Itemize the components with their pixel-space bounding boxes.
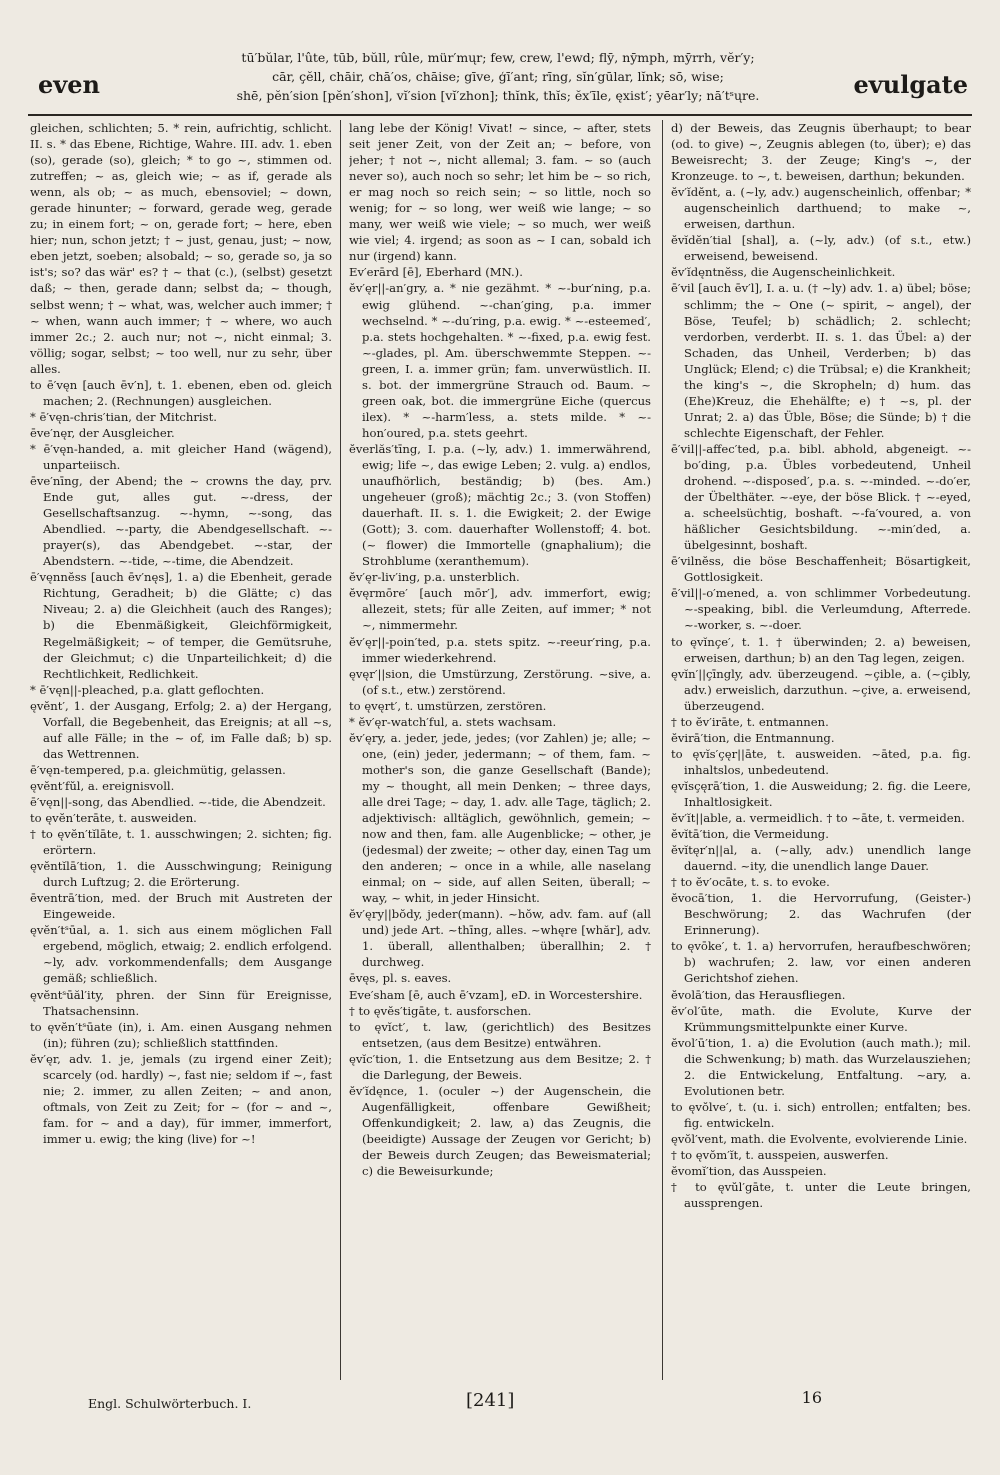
- dictionary-entry: * ē′vęn||-pleached, p.a. glatt geflochten.: [30, 682, 265, 697]
- dictionary-entry: ē′vilnĕss, die böse Beschaffenheit; Bösartigkeit, Gottlosigkeit.: [671, 554, 971, 585]
- dictionary-entry: ĕv′ol′ūte, math. die Evolute, Kurve der Krümmungsmittelpunkte einer Kurve.: [671, 1003, 971, 1034]
- dictionary-entry: ĕvolā′tion, das Herausfliegen.: [671, 987, 846, 1002]
- dictionary-entry: Eve′sham [ē, auch ē′vzam], eD. in Worcestershire.: [349, 987, 643, 1002]
- dictionary-entry: ĕvomĭ′tion, das Ausspeien.: [671, 1164, 827, 1179]
- dictionary-entry: ē′vil||-o′mened, a. von schlimmer Vorbedeutung. ~-speaking, bibl. die Verleumdung, Afterrede. ~-worker, s. ~-doer.: [671, 586, 971, 633]
- dictionary-entry: * ē′vęn-handed, a. mit gleicher Hand (wägend), unparteiisch.: [30, 441, 332, 472]
- dictionary-entry: ĕv′ĭt||able, a. vermeidlich. † to ~āte, t. vermeiden.: [671, 811, 965, 826]
- dictionary-entry: ĕvol′ū′tion, 1. a) die Evolution (auch math.); mil. die Schwenkung; b) math. das Wurzelausziehen; 2. die Entwickelung, Entfaltung. ~ary, a. Evolutionen betr.: [671, 1035, 971, 1098]
- dictionary-entry: Ev′erārd [ē], Eberhard (MN.).: [349, 265, 523, 280]
- dictionary-entry: † to ęvĕn′tĭlāte, t. 1. ausschwingen; 2. sichten; fig. erörtern.: [30, 827, 332, 858]
- dictionary-entry: ĕvirā′tion, die Entmannung.: [671, 730, 835, 745]
- dictionary-entry: ĕv′ĭdęntnĕss, die Augenscheinlichkeit.: [671, 265, 896, 280]
- dictionary-entry: to ē′vęn [auch ēv′n], t. 1. ebenen, eben od. gleich machen; 2. (Rechnungen) ausgleichen.: [30, 377, 332, 408]
- pronunciation-line: shē, pĕn′sion [pĕn′shon], vĭ′sion [vĭ′zhon]; thĭnk, thĭs; ĕx′īle, ęxist′; yēar′ly; nā′tˢųre.: [236, 88, 760, 103]
- page-footer: [28, 1388, 972, 1428]
- dictionary-entry: * ĕv′ęr-watch′ful, a. stets wachsam.: [349, 714, 557, 729]
- dictionary-entry: ĕv′ęr-liv′ing, p.a. unsterblich.: [349, 570, 520, 585]
- column-3: [671, 120, 971, 1378]
- dictionary-entry: † to ĕv′irāte, t. entmannen.: [671, 714, 829, 729]
- pronunciation-line: cār, çĕll, chāir, chā′os, chāise; gīve, ģī′ant; rīng, sĭn′gūlar, lĭnk; sō, wise;: [272, 69, 724, 84]
- dictionary-entry: to ęvĕn′tˢūate (in), i. Am. einen Ausgang nehmen (in); führen (zu); schließlich stattfinden.: [30, 1019, 332, 1050]
- column-divider: [662, 120, 663, 1380]
- signature-mark: 16: [801, 1388, 822, 1407]
- dictionary-entry: to ęvŏlve′, t. (u. i. sich) entrollen; entfalten; bes. fig. entwickeln.: [671, 1099, 971, 1130]
- dictionary-entry: d) der Beweis, das Zeugnis überhaupt; to bear (od. to give) ~, Zeugnis ablegen (to, über); e) das Beweisrecht; 3. der Zeuge; King's ~, der Kronzeuge. to ~, t. beweisen, darthun; bekunden.: [671, 121, 971, 184]
- dictionary-entry: ĕverlăs′tīng, I. p.a. (~ly, adv.) 1. immerwährend, ewig; life ~, das ewige Leben; 2. vulg. a) endlos, unaufhörlich, beständig; b) (bes. Am.) ungeheuer (groß); mächtig 2c.; 3. (von Stoffen) dauerhaft. II. s. 1. die Ewigkeit; 2. der Ewige (Gott); 3. com. dauerhafter Wollenstoff; 4. bot. (~ flower) die Immortelle (gnaphalium); die Strohblume (xeranthemum).: [349, 441, 651, 569]
- dictionary-entry: to ęvęrt′, t. umstürzen, zerstören.: [349, 698, 547, 713]
- dictionary-entry: † to ęvŏm′ĭt, t. ausspeien, auswerfen.: [671, 1148, 889, 1162]
- dictionary-entry: ęvęr′||sion, die Umstürzung, Zerstörung. ~sive, a. (of s.t., etw.) zerstörend.: [349, 666, 651, 697]
- column-2: [349, 120, 651, 1378]
- dictionary-entry: ēvęs, pl. s. eaves.: [349, 971, 452, 986]
- dictionary-entry: ēve′nęr, der Ausgleicher.: [30, 425, 175, 440]
- dictionary-entry: ĕv′ęry||bŏdy, jeder(mann). ~hŏw, adv. fam. auf (all und) jede Art. ~thīng, alles. ~whęre [whăr], adv. 1. überall, allenthalben; überallhin; 2. † durchweg.: [349, 907, 651, 970]
- dictionary-entry: † to ęvĕs′tigāte, t. ausforschen.: [349, 1003, 532, 1018]
- dictionary-entry: ĕv′ęr||-an′gry, a. * nie gezähmt. * ~-bur′ning, p.a. ewig glühend. ~-chan′ging, p.a. immer wechselnd. * ~-du′ring, p.a. ewig. * ~-esteemed′, p.a. stets hochgehalten. * ~-fixed, p.a. ewig fest. ~-glades, pl. Am. überschwemmte Steppen. ~-green, I. a. immer grün; fam. unverwüstlich. II. s. bot. der immergrüne Strauch od. Baum. ~ green oak, bot. die immergrüne Eiche (quercus ilex). * ~-harm′less, a. stets milde. * ~-hon′oured, p.a. stets geehrt.: [349, 281, 651, 440]
- dictionary-entry: ęvĭn′||çīngly, adv. überzeugend. ~çible, a. (~çibly, adv.) erweislich, darzuthun. ~çive, a. erweisend, überzeugend.: [671, 666, 971, 713]
- footer-book-title: Engl. Schulwörterbuch. I.: [88, 1396, 252, 1411]
- dictionary-entry: ē′vil [auch ēv′l], I. a. u. († ~ly) adv. 1. a) übel; böse; schlimm; the ~ One (~ spirit, ~ angel), der Böse, Teufel; b) schädlich; 2. schlecht; verdorben, verderbt. II. s. 1. das Übel: a) der Schaden, das Unheil, Verderben; b) das Unglück; Elend; c) die Trübsal; e) die Krankheit; the king's ~, die Skropheln; d) hum. das (Ehe)Kreuz, die Ehehälfte; e) † ~s, pl. der Unrat; 2. a) das Üble, Böse; die Sünde; b) † die schlechte Eigenschaft, der Fehler.: [671, 281, 971, 440]
- dictionary-entry: ęvĕnt′, 1. der Ausgang, Erfolg; 2. a) der Hergang, Vorfall, die Begebenheit, das Ereignis; at all ~s, auf alle Fälle; in the ~ of, im Falle daß; b) sp. das Wettrennen.: [30, 698, 332, 761]
- dictionary-entry: to ęvĕn′terāte, t. ausweiden.: [30, 811, 197, 826]
- dictionary-entry: ē′vęn||-song, das Abendlied. ~-tide, die Abendzeit.: [30, 794, 326, 809]
- left-running-headword: even: [38, 70, 100, 99]
- column-1: [30, 120, 332, 1378]
- page-number: [241]: [466, 1390, 515, 1411]
- dictionary-entry: ēve′nīng, der Abend; the ~ crowns the day, prv. Ende gut, alles gut. ~-dress, der Gesellschaftsanzug. ~-hymn, ~-song, das Abendlied. ~-party, die Abendgesellschaft. ~-prayer(s), das Abendgebet. ~-star, der Abendstern. ~-tide, ~-time, die Abendzeit.: [30, 474, 332, 569]
- page-header: [28, 48, 972, 110]
- pronunciation-line: tū′bŭlar, l'ûte, tūb, bŭll, rûle, mür′mųr; few, crew, l'ewd; flȳ, nȳmph, mȳrrh, vĕr′y;: [241, 50, 755, 65]
- dictionary-entry: ĕv′ęr, adv. 1. je, jemals (zu irgend einer Zeit); scarcely (od. hardly) ~, fast nie; seldom if ~, fast nie; 2. immer, zu allen Zeiten; ~ and anon, oftmals, von Zeit zu Zeit; for ~ (for ~ and ~, fam. for ~ and a day), für immer, immerfort, immer u. ewig; the king (live) for ~!: [30, 1051, 332, 1146]
- dictionary-entry: ĕv′ęr||-poin′ted, p.a. stets spitz. ~-reeur′ring, p.a. immer wiederkehrend.: [349, 634, 651, 665]
- dictionary-entry: ęvĕntĭlā′tion, 1. die Ausschwingung; Reinigung durch Luftzug; 2. die Erörterung.: [30, 859, 332, 890]
- dictionary-entry: ęvĕn′tˢūal, a. 1. sich aus einem möglichen Fall ergebend, möglich, etwaig; 2. endlich erfolgend. ~ly, adv. vorkommendenfalls; dem Ausgange gemäß; schließlich.: [30, 923, 332, 986]
- dictionary-entry: ęvĭc′tion, 1. die Entsetzung aus dem Besitze; 2. † die Darlegung, der Beweis.: [349, 1051, 651, 1082]
- dictionary-entry: to ęvĭnçe′, t. 1. † überwinden; 2. a) beweisen, erweisen, darthun; b) an den Tag legen, zeigen.: [671, 634, 971, 665]
- right-running-headword: evulgate: [853, 70, 968, 99]
- dictionary-entry: ĕvocā′tion, 1. die Hervorrufung, (Geister-) Beschwörung; 2. das Wachrufen (der Erinnerung).: [671, 891, 971, 938]
- header-rule: [28, 114, 972, 116]
- dictionary-entry: † to ĕv′ocāte, t. s. to evoke.: [671, 875, 830, 890]
- dictionary-entry: ĕvęrmōre′ [auch mōr′], adv. immerfort, ewig; allezeit, stets; für alle Zeiten, auf immer; * not ~, nimmermehr.: [349, 586, 651, 633]
- dictionary-entry: ē′vil||-affec′ted, p.a. bibl. abhold, abgeneigt. ~-bo′ding, p.a. Übles vorbedeutend, Unheil drohend. ~-disposed′, p.a. s. ~-minded. ~-do′er, der Übelthäter. ~-eye, der böse Blick. † ~-eyed, a. scheelsüchtig, boshaft. ~-fa′voured, a. von häßlicher Gesichtsbildung. ~-min′ded, a. übelgesinnt, boshaft.: [671, 441, 971, 553]
- dictionary-entry: ęvĕnt′fŭl, a. ereignisvoll.: [30, 778, 175, 793]
- column-divider: [340, 120, 341, 1380]
- dictionary-entry: to ęvĭct′, t. law, (gerichtlich) des Besitzes entsetzen, (aus dem Besitze) entwähren.: [349, 1019, 651, 1050]
- dictionary-entry: to ęvōke′, t. 1. a) hervorrufen, heraufbeschwören; b) wachrufen; 2. law, vor einen anderen Gerichtshof ziehen.: [671, 939, 971, 986]
- dictionary-entry: ē′vęn-tempered, p.a. gleichmütig, gelassen.: [30, 762, 286, 777]
- dictionary-entry: ĕvĭtęr′n||al, a. (~ally, adv.) unendlich lange dauernd. ~ity, die unendlich lange Dauer.: [671, 843, 971, 874]
- dictionary-entry: to ęvĭs′çęr||āte, t. ausweiden. ~āted, p.a. fig. inhaltslos, unbedeutend.: [671, 746, 971, 777]
- dictionary-entry: ĕvĭdĕn′tial [shal], a. (~ly, adv.) (of s.t., etw.) erweisend, beweisend.: [671, 233, 971, 264]
- dictionary-entry: ęvŏl′vent, math. die Evolvente, evolvierende Linie.: [671, 1131, 968, 1146]
- pronunciation-key: [198, 48, 798, 105]
- dictionary-entry: ĕvĭtā′tion, die Vermeidung.: [671, 827, 829, 842]
- dictionary-entry: † to ęvŭl′gāte, t. unter die Leute bringen, aussprengen.: [671, 1180, 971, 1211]
- dictionary-entry: ēventrā′tion, med. der Bruch mit Austreten der Eingeweide.: [30, 891, 332, 922]
- dictionary-entry: ĕv′ĭdęnce, 1. (oculer ~) der Augenschein, die Augenfälligkeit, offenbare Gewißheit; Offenkundigkeit; 2. law, a) das Zeugnis, die (beeidigte) Aussage der Zeugen vor Gericht; b) der Beweis durch Zeugen; das Beweismaterial; c) die Beweisurkunde;: [349, 1083, 651, 1179]
- dictionary-entry: ęvĕntˢūăl′ity, phren. der Sinn für Ereignisse, Thatsachensinn.: [30, 987, 332, 1018]
- dictionary-entry: lang lebe der König! Vivat! ~ since, ~ after, stets seit jener Zeit, von der Zeit an; ~ before, von jeher; † not ~, nicht allemal; 3. fam. ~ so (auch never so), auch noch so sehr; let him be ~ so rich, er mag noch so reich sein; ~ so little, noch so wenig; for ~ so long, wer weiß wie lange; ~ so many, wer weiß wie viele; ~ so much, wer weiß wie viel; 4. irgend; as soon as ~ I can, sobald ich nur (irgend) kann.: [349, 121, 651, 264]
- dictionary-entry: gleichen, schlichten; 5. * rein, aufrichtig, schlicht. II. s. * das Ebene, Richtige, Wahre. III. adv. 1. eben (so), gerade (so), gleich; * to go ~, stimmen od. zutreffen; ~ as, gleich wie; ~ as if, gerade als wenn, als ob; ~ as much, ebensoviel; ~ down, gerade hinunter; ~ forward, gerade weg, gerade zu; in einem fort; ~ on, gerade fort; ~ here, eben hier; nun, schon jetzt; † ~ just, genau, just; ~ now, eben jetzt, soeben; alsobald; ~ so, gerade so, ja so ist's; so? das wär' es? † ~ that (c.), (selbst) gesetzt daß; ~ then, gerade dann; selbst da; ~ though, selbst wenn; † ~ what, was, welcher auch immer; † ~ when, wann auch immer; † ~ where, wo auch immer 2c.; 2. auch nur; not ~, nicht einmal; 3. völlig; sogar, selbst; ~ too well, nur zu sehr, über alles.: [30, 121, 332, 376]
- dictionary-entry: ē′vęnnĕss [auch ēv′nęs], 1. a) die Ebenheit, gerade Richtung, Geradheit; b) die Glätte; c) das Niveau; 2. a) die Gleichheit (auch des Ranges); b) die Ebenmäßigkeit, Gleichförmigkeit, Regelmäßigkeit; ~ of temper, die Gemütsruhe, der Gleichmut; c) die Unparteilichkeit; d) die Rechtlichkeit, Redlichkeit.: [30, 570, 332, 681]
- dictionary-entry: ĕv′ĭdĕnt, a. (~ly, adv.) augenscheinlich, offenbar; * augenscheinlich darthuend; to make ~, erweisen, darthun.: [671, 185, 971, 232]
- dictionary-entry: ĕv′ęry, a. jeder, jede, jedes; (vor Zahlen) je; alle; ~ one, (ein) jeder, jedermann; ~ of them, fam. ~ mother's son, die ganze Gesellschaft (Bande); my ~ thought, all mein Denken; ~ three days, alle drei Tage; ~ day, 1. adv. alle Tage, täglich; 2. adjektivisch: alltäglich, gewöhnlich, gemein; ~ now and then, fam. alle Augenblicke; ~ other, je (jedesmal) der zweite; ~ other day, einen Tag um den anderen; ~ once in a while, alle naselang einmal; on ~ side, auf allen Seiten, überall; ~ way, ~ whit, in jeder Hinsicht.: [349, 730, 651, 906]
- dictionary-entry: ęvĭsçęrā′tion, 1. die Ausweidung; 2. fig. die Leere, Inhaltlosigkeit.: [671, 778, 971, 809]
- dictionary-entry: * ē′vęn-chris′tian, der Mitchrist.: [30, 409, 217, 424]
